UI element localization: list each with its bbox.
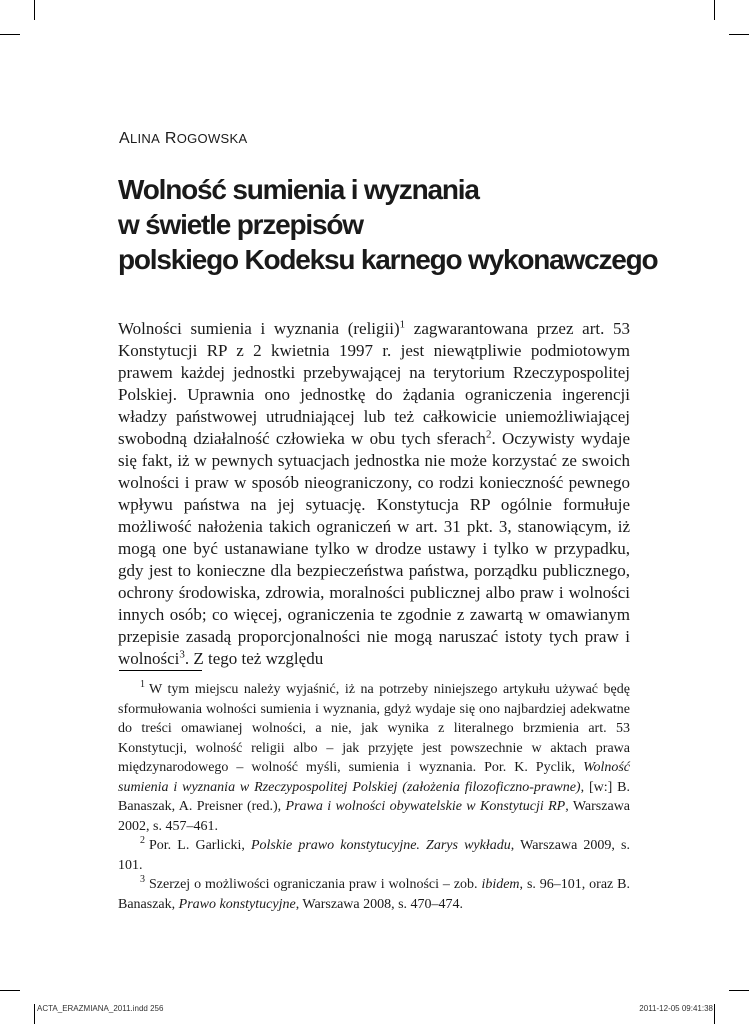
crop-mark-bottom-left-h: [0, 990, 20, 991]
footnote-1: $^1$ W tym miejscu należy wyjaśnić, iż na potrzeby niniejszego artykułu używać będę sformułowania wolności sumienia i wyznania, gdyż wydaje się ono najbardziej adekwatne do treści omawianej wolności, a nie, jak wynika z literalnego brzmienia art. 53 Konstytucji, wolność religii albo – jak przyjęte jest powszechnie w aktach prawa międzynarodowego – wolność myśli, sumienia i wyznania. Por. K. Pyclik, Wolność sumienia i wyznania w Rzeczypospolitej Polskiej (założenia filozoficzno-prawne), [w:] B. Banaszak, A. Preisner (red.), Prawa i wolności obywatelskie w Konstytucji RP, Warszawa 2002, s. 457–461.: [118, 679, 631, 834]
body-paragraph: Wolności sumienia i wyznania (religii)$^1$ zagwarantowana przez art. 53 Konstytucji RP z 2 kwietnia 1997 r. jest niewątpliwie podmiotowym prawem każdej jednostki przebywającej na terytorium Rzeczypospolitej Polskiej. Uprawnia ono jednostkę do żądania ograniczenia ingerencji władzy państwowej utrudniającej lub też całkowicie uniemożliwiającej swobodną działalność człowieka w obu tych sferach$^2$. Oczywisty wydaje się fakt, iż w pewnych sytuacjach jednostka nie może korzystać ze swoich wolności i praw w sposób nieograniczony, co rodzi konieczność pewnego wpływu państwa na jej sytuację. Konstytucja RP ogólnie formułuje możliwość nałożenia takich ograniczeń w art. 31 pkt. 3, stanowiącym, iż mogą one być ustanawiane tylko w drodze ustawy i tylko w przypadku, gdy jest to konieczne dla bezpieczeństwa państwa, porządku publicznego, ochrony środowiska, zdrowia, moralności publicznej albo praw i wolności innych osób; co więcej, ograniczenia te zgodnie z zawartą w omawianym przepisie zasadą proporcjonalności nie mogą naruszać istoty tych praw i wolności$^3$. Z tego też względu: [118, 318, 631, 668]
footnote-separator: [119, 670, 202, 671]
crop-mark-top-left-v: [34, 0, 35, 20]
footnote-2: $^2$ Por. L. Garlicki, Polskie prawo konstytucyjne. Zarys wykładu, Warszawa 2009, s. 101.: [118, 835, 630, 873]
footnote-ref-3: 3: [179, 648, 185, 661]
author-name: ALINA ROGOWSKA: [119, 130, 248, 147]
crop-mark-top-right-v: [714, 0, 715, 20]
footnotes: [118, 680, 630, 914]
footnote-ref-2: 2: [485, 428, 492, 441]
crop-mark-top-right-h: [729, 34, 749, 35]
slug-filename: ACTA_ERAZMIANA_2011.indd 256: [37, 1004, 164, 1013]
footnote-ref-1: 1: [399, 318, 406, 331]
title-line-1: Wolność sumienia i wyznania: [118, 174, 479, 205]
title-line-2: w świetle przepisów: [118, 209, 363, 240]
article-title: [118, 172, 678, 277]
crop-mark-bottom-right-v: [714, 1004, 715, 1024]
crop-mark-top-left-h: [0, 34, 20, 35]
title-line-3: polskiego Kodeksu karnego wykonawczego: [118, 244, 658, 275]
footnote-3: $^3$ Szerzej o możliwości ograniczania praw i wolności – zob. ibidem, s. 96–101, oraz B. Banaszak, Prawo konstytucyjne, Warszawa 2008, s. 470–474.: [118, 874, 630, 912]
slug-timestamp: 2011-12-05 09:41:38: [639, 1004, 713, 1013]
crop-mark-bottom-left-v: [34, 1004, 35, 1024]
crop-mark-bottom-right-h: [729, 990, 749, 991]
